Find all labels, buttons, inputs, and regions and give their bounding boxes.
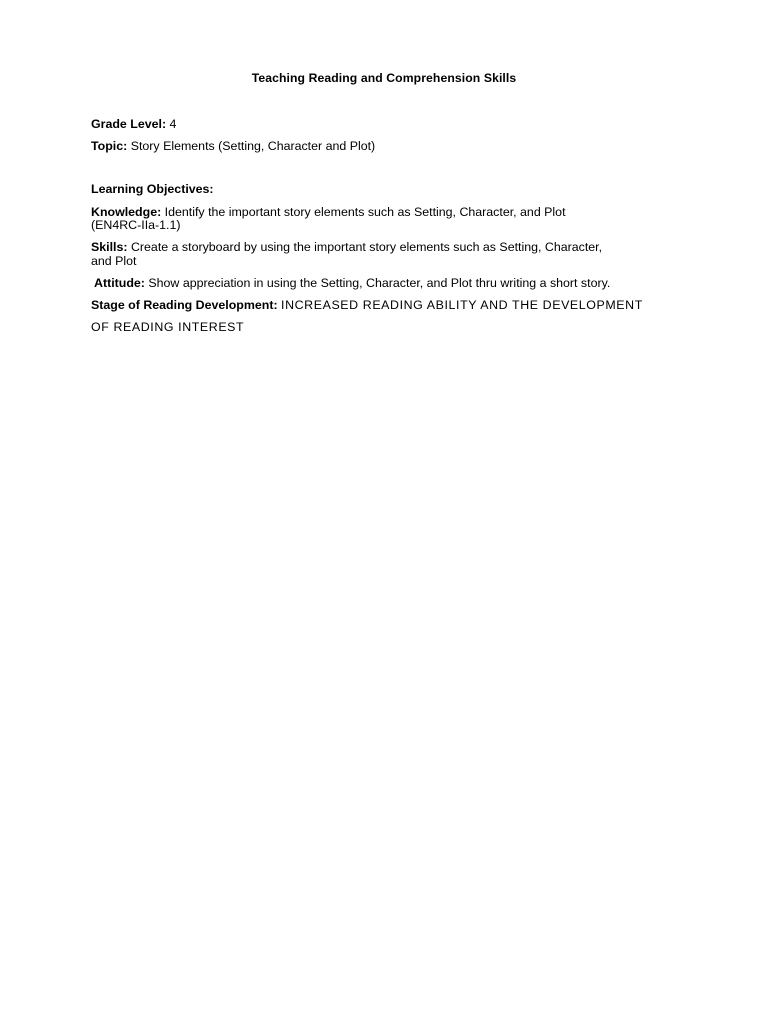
knowledge-label: Knowledge: bbox=[91, 205, 162, 219]
skills-line-2 bbox=[91, 254, 691, 268]
skills-text-1: Create a storyboard by using the important story elements such as Setting, Character, bbox=[130, 240, 603, 254]
attitude-text: Show appreciation in using the Setting, Character, and Plot thru writing a short story. bbox=[148, 276, 611, 290]
topic-line bbox=[91, 139, 691, 153]
grade-level-value: 4 bbox=[169, 117, 177, 131]
document-title: Teaching Reading and Comprehension Skills bbox=[251, 71, 517, 85]
skills-line bbox=[91, 240, 691, 254]
stage-label: Stage of Reading Development: bbox=[91, 298, 278, 312]
knowledge-text-2: (EN4RC-IIa-1.1) bbox=[91, 218, 181, 232]
knowledge-text-1: Identify the important story elements such as Setting, Character, and Plot bbox=[164, 205, 566, 219]
skills-label: Skills: bbox=[91, 240, 128, 254]
skills-text-2: and Plot bbox=[91, 254, 137, 268]
topic-label: Topic: bbox=[91, 139, 128, 153]
stage-text-1: INCREASED READING ABILITY AND THE DEVELOPMENT bbox=[281, 298, 643, 312]
learning-objectives-label: Learning Objectives: bbox=[91, 182, 214, 196]
attitude-label: Attitude: bbox=[94, 276, 145, 290]
stage-line bbox=[91, 298, 691, 312]
learning-objectives-heading bbox=[91, 182, 691, 196]
stage-line-2 bbox=[91, 320, 244, 334]
topic-value: Story Elements (Setting, Character and Plot) bbox=[130, 139, 376, 153]
grade-level-label: Grade Level: bbox=[91, 117, 167, 131]
knowledge-line bbox=[91, 205, 691, 219]
grade-level-line bbox=[91, 117, 691, 131]
knowledge-line-2 bbox=[91, 218, 691, 232]
attitude-line bbox=[94, 276, 694, 290]
stage-text-2: OF READING INTEREST bbox=[91, 320, 245, 334]
